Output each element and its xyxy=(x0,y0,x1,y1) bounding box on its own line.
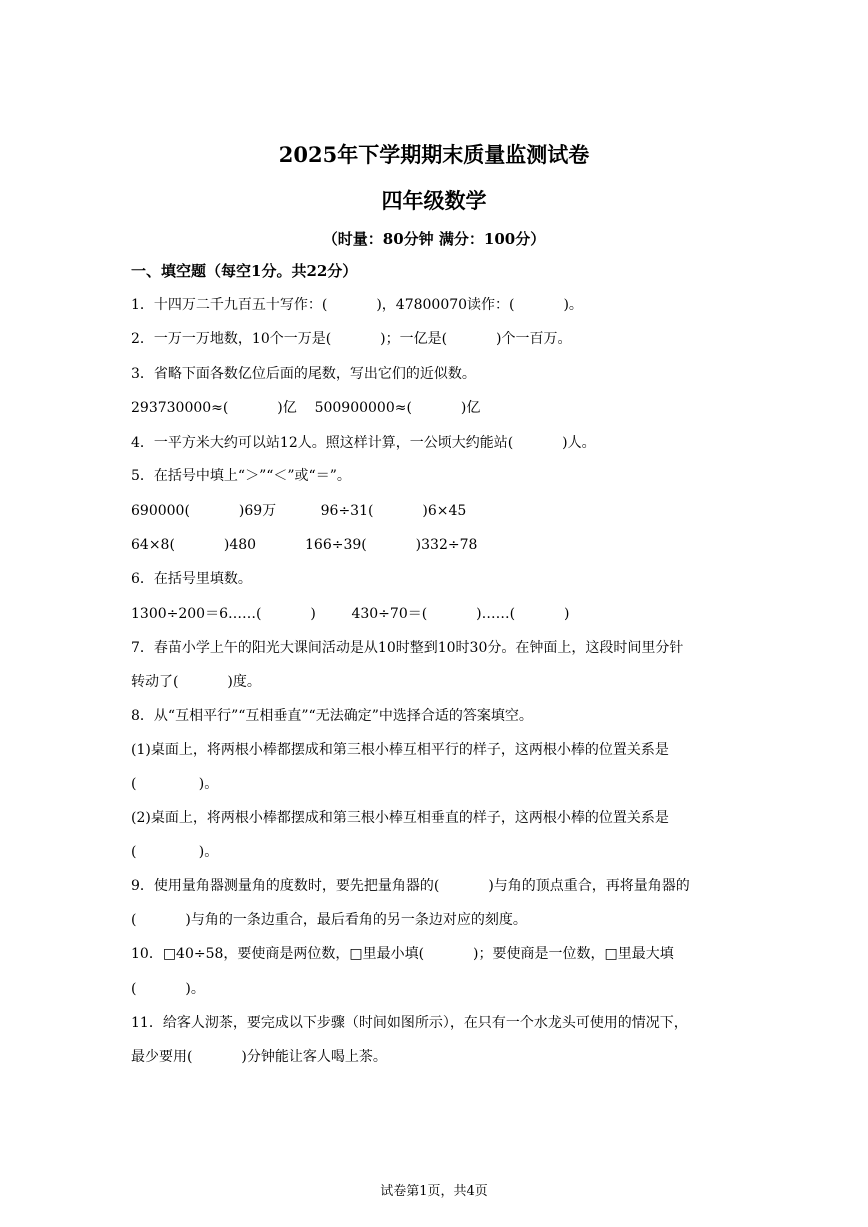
question-5-row-1: 690000( )69万 96÷31( )6×45 xyxy=(131,503,467,519)
question-7-cont: 转动了( )度。 xyxy=(131,674,261,690)
question-8-part-1-blank: ( )。 xyxy=(131,776,219,792)
exam-meta: （时量：80分钟 满分：100分） xyxy=(322,230,546,248)
question-5: 5．在括号中填上“＞”“＜”或“＝”。 xyxy=(131,468,351,484)
question-1: 1．十四万二千九百五十写作：( )，47800070读作：( )。 xyxy=(131,297,583,313)
question-6-items: 1300÷200＝6……( ) 430÷70＝( )……( ) xyxy=(131,606,570,622)
question-11-cont: 最少要用( )分钟能让客人喝上茶。 xyxy=(131,1049,387,1065)
question-8-part-1: (1)桌面上，将两根小棒都摆成和第三根小棒互相平行的样子，这两根小棒的位置关系是 xyxy=(131,742,669,758)
question-8: 8．从“互相平行”“互相垂直”“无法确定”中选择合适的答案填空。 xyxy=(131,708,533,724)
question-7: 7．春苗小学上午的阳光大课间活动是从10时整到10时30分。在钟面上，这段时间里分针 xyxy=(131,640,684,656)
question-3: 3．省略下面各数亿位后面的尾数，写出它们的近似数。 xyxy=(131,366,476,382)
question-10-cont: ( )。 xyxy=(131,981,205,997)
question-3-items: 293730000≈( )亿 500900000≈( )亿 xyxy=(131,400,481,416)
question-8-part-2: (2)桌面上，将两根小棒都摆成和第三根小棒互相垂直的样子，这两根小棒的位置关系是 xyxy=(131,810,669,826)
exam-subject: 四年级数学 xyxy=(381,188,487,213)
question-9: 9．使用量角器测量角的度数时，要先把量角器的( )与角的顶点重合，再将量角器的 xyxy=(131,878,690,894)
question-4: 4．一平方米大约可以站12人。照这样计算，一公顷大约能站( )人。 xyxy=(131,435,596,451)
question-10: 10．□40÷58，要使商是两位数，□里最小填( )；要使商是一位数，□里最大填 xyxy=(131,946,674,962)
page-footer: 试卷第1页，共4页 xyxy=(380,1184,488,1199)
question-8-part-2-blank: ( )。 xyxy=(131,844,219,860)
question-5-row-2: 64×8( )480 166÷39( )332÷78 xyxy=(131,537,478,553)
question-9-cont: ( )与角的一条边重合，最后看角的另一条边对应的刻度。 xyxy=(131,912,527,928)
question-6: 6．在括号里填数。 xyxy=(131,571,252,587)
question-11: 11．给客人沏茶，要完成以下步骤（时间如图所示），在只有一个水龙头可使用的情况下， xyxy=(131,1015,688,1031)
section-heading-fill-in: 一、填空题（每空1分。共22分） xyxy=(131,262,358,280)
exam-title: 2025年下学期期末质量监测试卷 xyxy=(278,142,590,167)
question-2: 2．一万一万地数，10个一万是( )；一亿是( )个一百万。 xyxy=(131,331,572,347)
